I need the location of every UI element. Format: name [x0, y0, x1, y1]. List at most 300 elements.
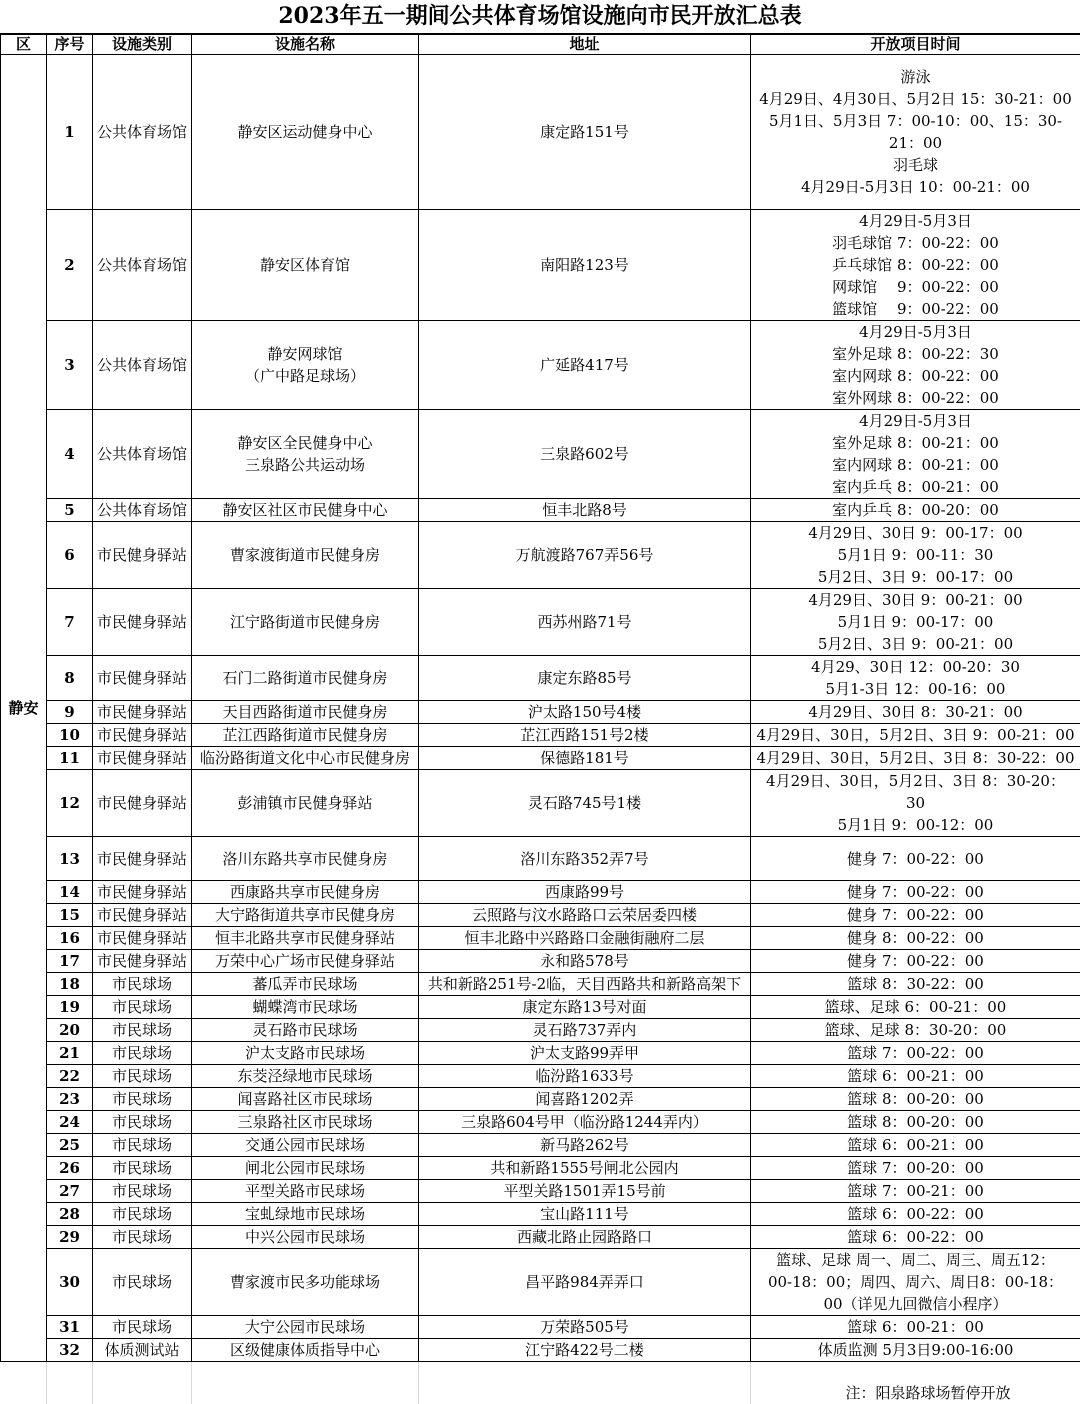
address-cell: 沪太支路99弄甲	[419, 1042, 751, 1065]
table-row	[1, 1088, 1080, 1111]
facility-name-cell	[192, 1088, 419, 1111]
hours-line: 健身 7：00-22：00	[751, 950, 1080, 972]
table-row	[1, 1249, 1080, 1316]
sheet-title: 2023年五一期间公共体育场馆设施向市民开放汇总表	[0, 0, 1080, 34]
hours-cell	[751, 996, 1080, 1019]
hours-line: 室内网球 8：00-22：00	[751, 365, 1080, 387]
seq-cell: 20	[47, 1019, 93, 1042]
facility-name-line: 洛川东路共享市民健身房	[192, 848, 418, 870]
seq-cell: 31	[47, 1316, 93, 1339]
address-cell: 沪太路150号4楼	[419, 701, 751, 724]
hours-line: 篮球 6：00-21：00	[751, 1316, 1080, 1338]
facility-name-cell	[192, 701, 419, 724]
facility-name-cell	[192, 1111, 419, 1134]
seq-cell: 2	[47, 210, 93, 321]
address-cell: 万航渡路767弄56号	[419, 522, 751, 589]
category-cell: 市民球场	[93, 1180, 192, 1203]
hours-cell	[751, 881, 1080, 904]
facility-name-line: 蝴蝶湾市民球场	[192, 996, 418, 1018]
seq-cell: 5	[47, 499, 93, 522]
seq-cell: 7	[47, 589, 93, 656]
hours-line: 室内乒乓 8：00-21：00	[751, 476, 1080, 498]
seq-cell: 8	[47, 656, 93, 701]
hours-line: 篮球、足球 8：30-20：00	[751, 1019, 1080, 1041]
seq-cell: 28	[47, 1203, 93, 1226]
empty-cell	[1, 1362, 47, 1383]
hours-line: 5月1日 9：00-17：00	[751, 611, 1080, 633]
hours-line: 篮球 6：00-22：00	[751, 1226, 1080, 1248]
table-row	[1, 927, 1080, 950]
category-cell: 市民健身驿站	[93, 656, 192, 701]
facility-name-cell	[192, 1019, 419, 1042]
header-name: 设施名称	[192, 35, 419, 55]
category-cell: 市民健身驿站	[93, 724, 192, 747]
empty-cell	[1, 1382, 47, 1404]
category-cell: 公共体育场馆	[93, 499, 192, 522]
empty-cell	[47, 1382, 93, 1404]
hours-cell	[751, 724, 1080, 747]
hours-line: 5月1日 9：00-11：30	[751, 544, 1080, 566]
hours-line: 健身 7：00-22：00	[751, 881, 1080, 903]
hours-line: 篮球 7：00-22：00	[751, 1042, 1080, 1064]
empty-cell	[419, 1382, 751, 1404]
seq-cell: 24	[47, 1111, 93, 1134]
table-row	[1, 747, 1080, 770]
hours-line: 室外网球 8：00-22：00	[751, 387, 1080, 409]
address-cell: 江宁路422号二楼	[419, 1339, 751, 1362]
facility-name-line: 蕃瓜弄市民球场	[192, 973, 418, 995]
address-cell: 康定东路85号	[419, 656, 751, 701]
facility-name-line: 天目西路街道市民健身房	[192, 701, 418, 723]
category-cell: 体质测试站	[93, 1339, 192, 1362]
address-cell: 南阳路123号	[419, 210, 751, 321]
seq-cell: 14	[47, 881, 93, 904]
district-cell: 静安	[1, 55, 47, 1362]
address-cell: 恒丰北路8号	[419, 499, 751, 522]
facility-name-cell	[192, 996, 419, 1019]
seq-cell: 9	[47, 701, 93, 724]
seq-cell: 32	[47, 1339, 93, 1362]
seq-cell: 21	[47, 1042, 93, 1065]
category-cell: 市民球场	[93, 973, 192, 996]
facility-name-cell	[192, 927, 419, 950]
facility-name-cell	[192, 747, 419, 770]
address-cell: 保德路181号	[419, 747, 751, 770]
seq-cell: 19	[47, 996, 93, 1019]
hours-cell	[751, 321, 1080, 410]
hours-line: 乒乓球馆 8：00-22：00	[751, 254, 1080, 276]
hours-line: 4月29日、30日，5月2日、3日 8：30-20：	[751, 770, 1080, 792]
hours-line: 5月1-3日 12：00-16：00	[751, 678, 1080, 700]
header-district: 区	[1, 35, 47, 55]
category-cell: 市民球场	[93, 1157, 192, 1180]
facility-name-cell	[192, 522, 419, 589]
facility-name-cell	[192, 656, 419, 701]
facility-name-line: 交通公园市民球场	[192, 1134, 418, 1156]
address-cell: 新马路262号	[419, 1134, 751, 1157]
category-cell: 市民球场	[93, 1088, 192, 1111]
seq-cell: 22	[47, 1065, 93, 1088]
address-cell: 西苏州路71号	[419, 589, 751, 656]
table-row	[1, 904, 1080, 927]
hours-line: 5月2日、3日 9：00-21：00	[751, 633, 1080, 655]
table-row	[1, 1339, 1080, 1362]
hours-cell	[751, 927, 1080, 950]
hours-cell	[751, 747, 1080, 770]
table-row	[1, 656, 1080, 701]
hours-line: 健身 8：00-22：00	[751, 927, 1080, 949]
seq-cell: 30	[47, 1249, 93, 1316]
hours-line: 篮球 8：00-20：00	[751, 1088, 1080, 1110]
table-row	[1, 881, 1080, 904]
address-cell: 万荣路505号	[419, 1316, 751, 1339]
hours-line: 室内网球 8：00-21：00	[751, 454, 1080, 476]
hours-line: 游泳	[751, 66, 1080, 88]
facility-name-cell	[192, 1042, 419, 1065]
facility-name-line: 三泉路社区市民球场	[192, 1111, 418, 1133]
facility-name-line: 闸北公园市民球场	[192, 1157, 418, 1179]
hours-line: 30	[751, 792, 1080, 814]
hours-cell	[751, 1339, 1080, 1362]
hours-cell	[751, 1134, 1080, 1157]
hours-cell	[751, 1065, 1080, 1088]
category-cell: 市民健身驿站	[93, 950, 192, 973]
category-cell: 市民健身驿站	[93, 770, 192, 837]
category-cell: 市民健身驿站	[93, 837, 192, 881]
table-row	[1, 410, 1080, 499]
facility-name-line: （广中路足球场）	[192, 365, 418, 387]
hours-line: 篮球 7：00-21：00	[751, 1180, 1080, 1202]
hours-line: 篮球 8：00-20：00	[751, 1111, 1080, 1133]
empty-cell	[192, 1362, 419, 1383]
hours-line: 健身 7：00-22：00	[751, 848, 1080, 870]
facility-name-line: 区级健康体质指导中心	[192, 1339, 418, 1361]
category-cell: 市民健身驿站	[93, 589, 192, 656]
table-row	[1, 210, 1080, 321]
header-category: 设施类别	[93, 35, 192, 55]
table-row	[1, 973, 1080, 996]
hours-line: 篮球 6：00-21：00	[751, 1134, 1080, 1156]
hours-cell	[751, 1316, 1080, 1339]
hours-line: 5月1日、5月3日 7：00-10：00、15：30-	[751, 110, 1080, 132]
hours-line: 4月29日、30日 9：00-17：00	[751, 522, 1080, 544]
hours-cell	[751, 1203, 1080, 1226]
seq-cell: 18	[47, 973, 93, 996]
table-row	[1, 724, 1080, 747]
table-row	[1, 1111, 1080, 1134]
hours-line: 4月29日-5月3日 10：00-21：00	[751, 176, 1080, 198]
hours-line: 4月29日、30日 9：00-21：00	[751, 589, 1080, 611]
facility-name-cell	[192, 1316, 419, 1339]
facility-name-cell	[192, 1226, 419, 1249]
facility-name-cell	[192, 1249, 419, 1316]
address-cell: 三泉路602号	[419, 410, 751, 499]
empty-cell	[47, 1362, 93, 1383]
hours-cell	[751, 770, 1080, 837]
address-cell: 永和路578号	[419, 950, 751, 973]
table-row	[1, 996, 1080, 1019]
hours-line: 00-18：00；周四、周六、周日8：00-18：	[751, 1271, 1080, 1293]
address-cell: 广延路417号	[419, 321, 751, 410]
seq-cell: 23	[47, 1088, 93, 1111]
category-cell: 市民球场	[93, 1019, 192, 1042]
facility-name-cell	[192, 321, 419, 410]
table-row	[1, 55, 1080, 210]
hours-line: 篮球 6：00-22：00	[751, 1203, 1080, 1225]
category-cell: 市民球场	[93, 1316, 192, 1339]
facility-name-cell	[192, 724, 419, 747]
hours-cell	[751, 973, 1080, 996]
table-row	[1, 701, 1080, 724]
hours-line: 篮球 6：00-21：00	[751, 1065, 1080, 1087]
seq-cell: 27	[47, 1180, 93, 1203]
hours-cell	[751, 589, 1080, 656]
seq-cell: 25	[47, 1134, 93, 1157]
table-row	[1, 1316, 1080, 1339]
category-cell: 公共体育场馆	[93, 210, 192, 321]
address-cell: 云照路与汶水路路口云荣居委四楼	[419, 904, 751, 927]
hours-line: 篮球、足球 6：00-21：00	[751, 996, 1080, 1018]
facility-name-cell	[192, 589, 419, 656]
category-cell: 市民球场	[93, 1065, 192, 1088]
hours-cell	[751, 656, 1080, 701]
facility-name-cell	[192, 1065, 419, 1088]
address-cell: 洛川东路352弄7号	[419, 837, 751, 881]
hours-cell	[751, 210, 1080, 321]
facility-name-line: 中兴公园市民球场	[192, 1226, 418, 1248]
category-cell: 市民球场	[93, 996, 192, 1019]
category-cell: 公共体育场馆	[93, 410, 192, 499]
seq-cell: 17	[47, 950, 93, 973]
facility-name-cell	[192, 1180, 419, 1203]
category-cell: 市民球场	[93, 1042, 192, 1065]
table-row	[1, 1042, 1080, 1065]
hours-cell	[751, 701, 1080, 724]
hours-line: 5月1日 9：00-12：00	[751, 814, 1080, 836]
facility-name-line: 东茭泾绿地市民球场	[192, 1065, 418, 1087]
category-cell: 市民健身驿站	[93, 881, 192, 904]
seq-cell: 1	[47, 55, 93, 210]
seq-cell: 15	[47, 904, 93, 927]
category-cell: 市民健身驿站	[93, 747, 192, 770]
seq-cell: 26	[47, 1157, 93, 1180]
hours-line: 篮球、足球 周一、周二、周三、周五12：	[751, 1249, 1080, 1271]
table-row	[1, 1134, 1080, 1157]
category-cell: 市民球场	[93, 1111, 192, 1134]
footnote: 注：阳泉路球场暂停开放	[751, 1382, 1080, 1404]
facility-name-line: 彭浦镇市民健身驿站	[192, 792, 418, 814]
hours-line: 00（详见九回微信小程序）	[751, 1293, 1080, 1315]
table-row	[1, 1180, 1080, 1203]
address-cell: 康定路151号	[419, 55, 751, 210]
hours-line: 4月29日、30日，5月2日、3日 8：30-22：00	[751, 747, 1080, 769]
hours-line: 4月29日、30日，5月2日、3日 9：00-21：00	[751, 724, 1080, 746]
address-cell: 芷江西路151号2楼	[419, 724, 751, 747]
seq-cell: 13	[47, 837, 93, 881]
hours-line: 室外足球 8：00-22：30	[751, 343, 1080, 365]
hours-cell	[751, 1111, 1080, 1134]
hours-cell	[751, 1180, 1080, 1203]
table-row	[1, 499, 1080, 522]
seq-cell: 11	[47, 747, 93, 770]
address-cell: 西康路99号	[419, 881, 751, 904]
address-cell: 平型关路1501弄15号前	[419, 1180, 751, 1203]
seq-cell: 3	[47, 321, 93, 410]
address-cell: 恒丰北路中兴路路口金融街融府二层	[419, 927, 751, 950]
empty-cell	[751, 1362, 1080, 1383]
header-row	[1, 35, 1080, 55]
hours-line: 4月29日、30日 8：30-21：00	[751, 701, 1080, 723]
address-cell: 灵石路745号1楼	[419, 770, 751, 837]
table-row	[1, 522, 1080, 589]
hours-line: 体质监测 5月3日9:00-16:00	[751, 1339, 1080, 1361]
hours-cell	[751, 1042, 1080, 1065]
hours-line: 4月29日-5月3日	[751, 321, 1080, 343]
hours-cell	[751, 1226, 1080, 1249]
facility-name-cell	[192, 1157, 419, 1180]
address-cell: 昌平路984弄弄口	[419, 1249, 751, 1316]
facility-name-cell	[192, 1134, 419, 1157]
hours-cell	[751, 950, 1080, 973]
category-cell: 市民健身驿站	[93, 522, 192, 589]
facility-name-line: 静安区运动健身中心	[192, 121, 418, 143]
table-row	[1, 589, 1080, 656]
facility-name-line: 曹家渡市民多功能球场	[192, 1271, 418, 1293]
hours-cell	[751, 837, 1080, 881]
facility-name-cell	[192, 410, 419, 499]
hours-line: 4月29日-5月3日	[751, 410, 1080, 432]
seq-cell: 4	[47, 410, 93, 499]
address-cell: 三泉路604号甲（临汾路1244弄内）	[419, 1111, 751, 1134]
facility-name-line: 三泉路公共运动场	[192, 454, 418, 476]
facility-name-cell	[192, 904, 419, 927]
address-cell: 共和新路251号-2临，天目西路共和新路高架下	[419, 973, 751, 996]
facility-name-line: 静安区社区市民健身中心	[192, 499, 418, 521]
hours-cell	[751, 410, 1080, 499]
address-cell: 灵石路737弄内	[419, 1019, 751, 1042]
table-row	[1, 837, 1080, 881]
hours-line: 篮球 7：00-20：00	[751, 1157, 1080, 1179]
address-cell: 临汾路1633号	[419, 1065, 751, 1088]
header-address: 地址	[419, 35, 751, 55]
category-cell: 市民球场	[93, 1249, 192, 1316]
category-cell: 市民球场	[93, 1226, 192, 1249]
header-seq: 序号	[47, 35, 93, 55]
facility-name-line: 芷江西路街道市民健身房	[192, 724, 418, 746]
seq-cell: 29	[47, 1226, 93, 1249]
facility-name-line: 灵石路市民球场	[192, 1019, 418, 1041]
table-row	[1, 1065, 1080, 1088]
facility-name-cell	[192, 1339, 419, 1362]
facility-name-line: 沪太支路市民球场	[192, 1042, 418, 1064]
seq-cell: 10	[47, 724, 93, 747]
hours-line: 室外足球 8：00-21：00	[751, 432, 1080, 454]
hours-line: 4月29、30日 12：00-20：30	[751, 656, 1080, 678]
facility-name-line: 闻喜路社区市民球场	[192, 1088, 418, 1110]
facility-name-cell	[192, 837, 419, 881]
hours-cell	[751, 1019, 1080, 1042]
hours-cell	[751, 1157, 1080, 1180]
seq-cell: 16	[47, 927, 93, 950]
facility-name-cell	[192, 210, 419, 321]
hours-cell	[751, 522, 1080, 589]
facility-name-cell	[192, 1203, 419, 1226]
facility-name-line: 静安区体育馆	[192, 254, 418, 276]
address-cell: 闻喜路1202弄	[419, 1088, 751, 1111]
category-cell: 市民健身驿站	[93, 904, 192, 927]
empty-cell	[93, 1382, 192, 1404]
facility-name-line: 恒丰北路共享市民健身驿站	[192, 927, 418, 949]
seq-cell: 6	[47, 522, 93, 589]
facility-name-line: 平型关路市民球场	[192, 1180, 418, 1202]
facility-name-line: 静安网球馆	[192, 343, 418, 365]
table-row	[1, 950, 1080, 973]
hours-line: 篮球 8：30-22：00	[751, 973, 1080, 995]
facility-name-cell	[192, 499, 419, 522]
hours-cell	[751, 499, 1080, 522]
facility-name-line: 江宁路街道市民健身房	[192, 611, 418, 633]
hours-cell	[751, 904, 1080, 927]
facility-name-line: 西康路共享市民健身房	[192, 881, 418, 903]
facility-name-cell	[192, 55, 419, 210]
hours-line: 篮球馆 9：00-22：00	[751, 298, 1080, 320]
category-cell: 公共体育场馆	[93, 55, 192, 210]
facility-name-line: 临汾路街道文化中心市民健身房	[192, 747, 418, 769]
facility-name-line: 宝虬绿地市民球场	[192, 1203, 418, 1225]
empty-row	[1, 1362, 1080, 1383]
facility-name-line: 万荣中心广场市民健身驿站	[192, 950, 418, 972]
facility-name-cell	[192, 881, 419, 904]
category-cell: 市民球场	[93, 1203, 192, 1226]
facility-name-line: 静安区全民健身中心	[192, 432, 418, 454]
category-cell: 市民球场	[93, 1134, 192, 1157]
category-cell: 公共体育场馆	[93, 321, 192, 410]
hours-cell	[751, 55, 1080, 210]
category-cell: 市民健身驿站	[93, 701, 192, 724]
address-cell: 宝山路111号	[419, 1203, 751, 1226]
empty-cell	[192, 1382, 419, 1404]
table-row	[1, 1226, 1080, 1249]
hours-line: 羽毛球馆 7：00-22：00	[751, 232, 1080, 254]
address-cell: 康定东路13号对面	[419, 996, 751, 1019]
hours-line: 羽毛球	[751, 154, 1080, 176]
facility-name-line: 石门二路街道市民健身房	[192, 667, 418, 689]
table-row	[1, 1157, 1080, 1180]
empty-cell	[419, 1362, 751, 1383]
facility-name-line: 大宁公园市民球场	[192, 1316, 418, 1338]
header-hours: 开放项目时间	[751, 35, 1080, 55]
hours-line: 4月29日-5月3日	[751, 210, 1080, 232]
facility-table	[0, 34, 1080, 1404]
note-row	[1, 1382, 1080, 1404]
hours-line: 4月29日、4月30日、5月2日 15：30-21：00	[751, 88, 1080, 110]
table-row	[1, 770, 1080, 837]
hours-line: 21：00	[751, 132, 1080, 154]
table-row	[1, 321, 1080, 410]
hours-line: 5月2日、3日 9：00-17：00	[751, 566, 1080, 588]
facility-name-line: 大宁路街道共享市民健身房	[192, 904, 418, 926]
facility-name-line: 曹家渡街道市民健身房	[192, 544, 418, 566]
hours-cell	[751, 1088, 1080, 1111]
hours-line: 健身 7：00-22：00	[751, 904, 1080, 926]
table-row	[1, 1019, 1080, 1042]
facility-name-cell	[192, 973, 419, 996]
empty-cell	[93, 1362, 192, 1383]
hours-cell	[751, 1249, 1080, 1316]
table-row	[1, 1203, 1080, 1226]
category-cell: 市民健身驿站	[93, 927, 192, 950]
facility-name-cell	[192, 950, 419, 973]
